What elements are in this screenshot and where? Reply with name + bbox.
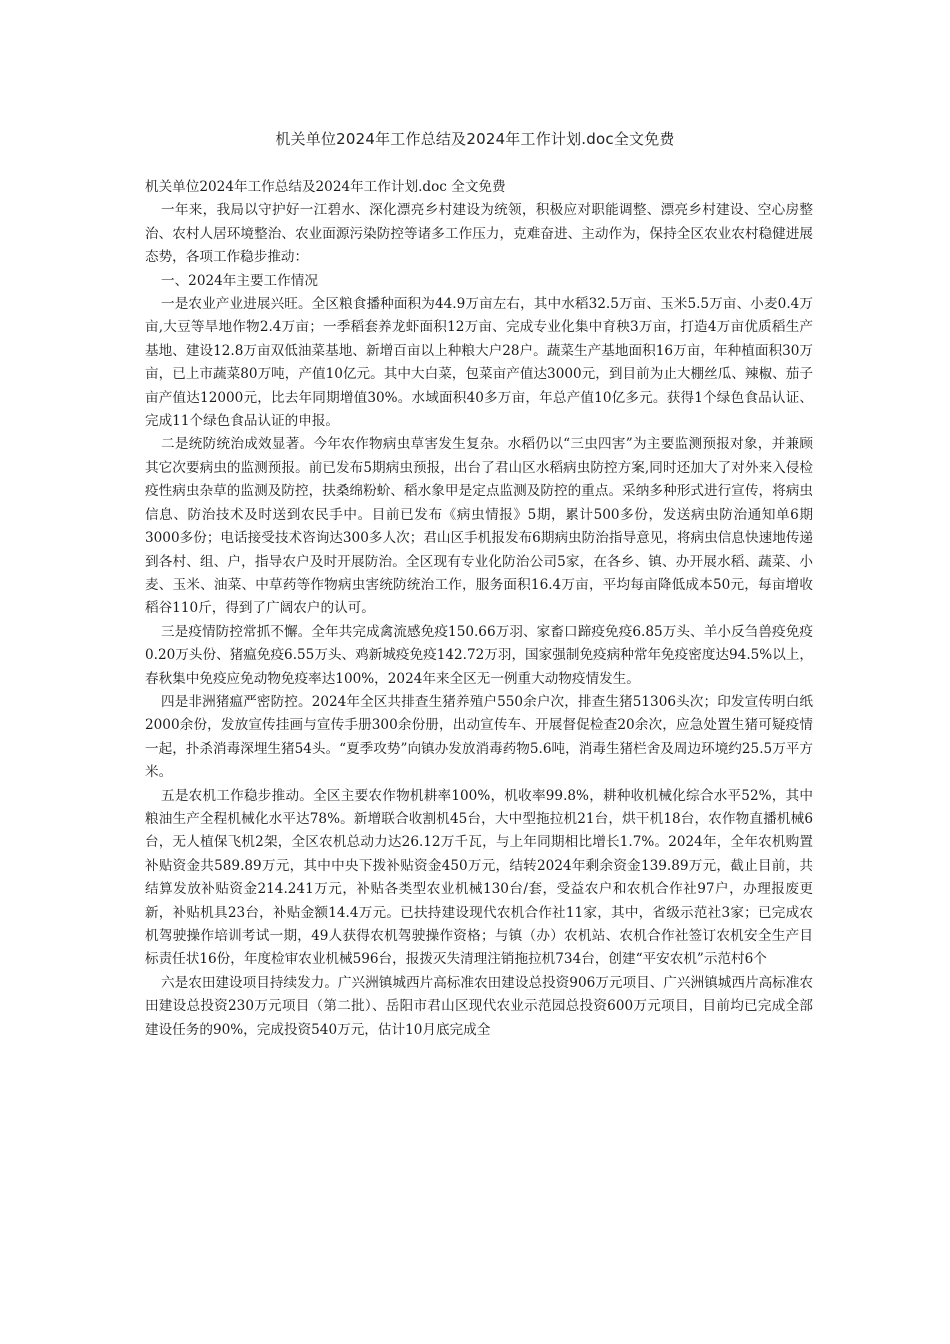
paragraph-machinery: 五是农机工作稳步推动。全区主要农作物机耕率100%，机收率99.8%，耕种收机械化综合水平52%，其中粮油生产全程机械化水平达78%。新增联合收割机45台，大中型拖拉机21台，烘干机18台，农作物直播机械6台，无人植保飞机2架，全区农机总动力达26.12万千瓦，与上年同期相比增长1.7%。2024年，全年农机购置补贴资金共589.89万元，其中中央下拨补贴资金450万元，结转2024年剩余资金139.89万元，截止目前，共结算发放补贴资金214.241万元，补贴各类型农业机械130台/套，受益农户和农机合作社97户，办理报废更新，补贴机具23台，补贴金额14.4万元。已扶持建设现代农机合作社11家，其中，省级示范社3家；已完成农机驾驶操作培训考试一期，49人获得农机驾驶操作资格；与镇（办）农机站、农机合作社签订农机安全生产目标责任状16份，年度检审农业机械596台，报拨灭失清理注销拖拉机734台，创建“平安农机”示范村6个 <box>145 787 813 968</box>
paragraph-agriculture: 一是农业产业进展兴旺。全区粮食播种面积为44.9万亩左右，其中水稻32.5万亩、玉米5.5万亩、小麦0.4万亩,大豆等旱地作物2.4万亩；一季稻套养龙虾面积12万亩、完成专业化集中育秧3万亩，打造4万亩优质稻生产基地、建设12.8万亩双低油菜基地、新增百亩以上种粮大户28户。蔬菜生产基地面积16万亩，年种植面积30万亩，已上市蔬菜80万吨，产值10亿元。其中大白菜，包菜亩产值达3000元，到目前为止大棚丝瓜、辣椒、茄子亩产值达12000元，比去年同期增值30%。水域面积40多万亩，年总产值10亿多元。获得1个绿色食品认证、完成11个绿色食品认证的申报。 <box>145 296 813 430</box>
paragraph-intro: 一年来，我局以守护好一江碧水、深化漂亮乡村建设为统领，积极应对职能调整、漂亮乡村建设、空心房整治、农村人居环境整治、农业面源污染防控等诸多工作压力，克难奋进、主动作为，保持全区农业农村稳健进展态势，各项工作稳步推动： <box>145 202 813 266</box>
document-body <box>145 176 813 1042</box>
paragraph-pest-control: 二是统防统治成效显著。今年农作物病虫草害发生复杂。水稻仍以“三虫四害”为主要监测预报对象，并兼顾其它次要病虫的监测预报。前已发布5期病虫预报，出台了君山区水稻病虫防控方案,同时还加大了对外来入侵检疫性病虫杂草的监测及防控，扶桑绵粉蚧、稻水象甲是定点监测及防控的重点。采纳多种形式进行宣传，将病虫信息、防治技术及时送到农民手中。目前已发布《病虫情报》5期，累计500多份，发送病虫防治通知单6期3000多份；电话接受技术咨询达300多人次；君山区手机报发布6期病虫防治指导意见，将病虫信息快速地传递到各村、组、户，指导农户及时开展防治。全区现有专业化防治公司5家，在各乡、镇、办开展水稻、蔬菜、小麦、玉米、油菜、中草药等作物病虫害统防统治工作，服务面积16.4万亩，平均每亩降低成本50元，每亩增收稻谷110斤，得到了广阔农户的认可。 <box>145 436 813 617</box>
document-title: 机关单位2024年工作总结及2024年工作计划.doc全文免费 <box>275 130 675 148</box>
section-heading: 一、2024年主要工作情况 <box>161 272 318 289</box>
paragraph-epidemic-control: 三是疫情防控常抓不懈。全年共完成禽流感免疫150.66万羽、家畜口蹄疫免疫6.85万头、羊小反刍兽疫免疫0.20万头份、猪瘟免疫6.55万头、鸡新城疫免疫142.72万羽，国家强制免疫病种常年免疫密度达94.5%以上，春秋集中免疫应免动物免疫率达100%，2024年来全区无一例重大动物疫情发生。 <box>145 623 813 687</box>
paragraph-farmland: 六是农田建设项目持续发力。广兴洲镇城西片高标准农田建设总投资906万元项目、广兴洲镇城西片高标准农田建设总投资230万元项目（第二批）、岳阳市君山区现代农业示范园总投资600万元项目，目前均已完成全部建设任务的90%，完成投资540万元，估计10月底完成全 <box>145 974 813 1038</box>
document-subtitle: 机关单位2024年工作总结及2024年工作计划.doc 全文免费 <box>145 179 506 195</box>
paragraph-swine-fever: 四是非洲猪瘟严密防控。2024年全区共排查生猪养殖户550余户次，排查生猪51306头次；印发宣传明白纸2000余份，发放宣传挂画与宣传手册300余份册，出动宣传车、开展督促检查20余次，应急处置生猪可疑疫情一起，扑杀消毒深埋生猪54头。“夏季攻势”向镇办发放消毒药物5.6吨，消毒生猪栏舍及周边环境约25.5万平方米。 <box>145 693 813 781</box>
